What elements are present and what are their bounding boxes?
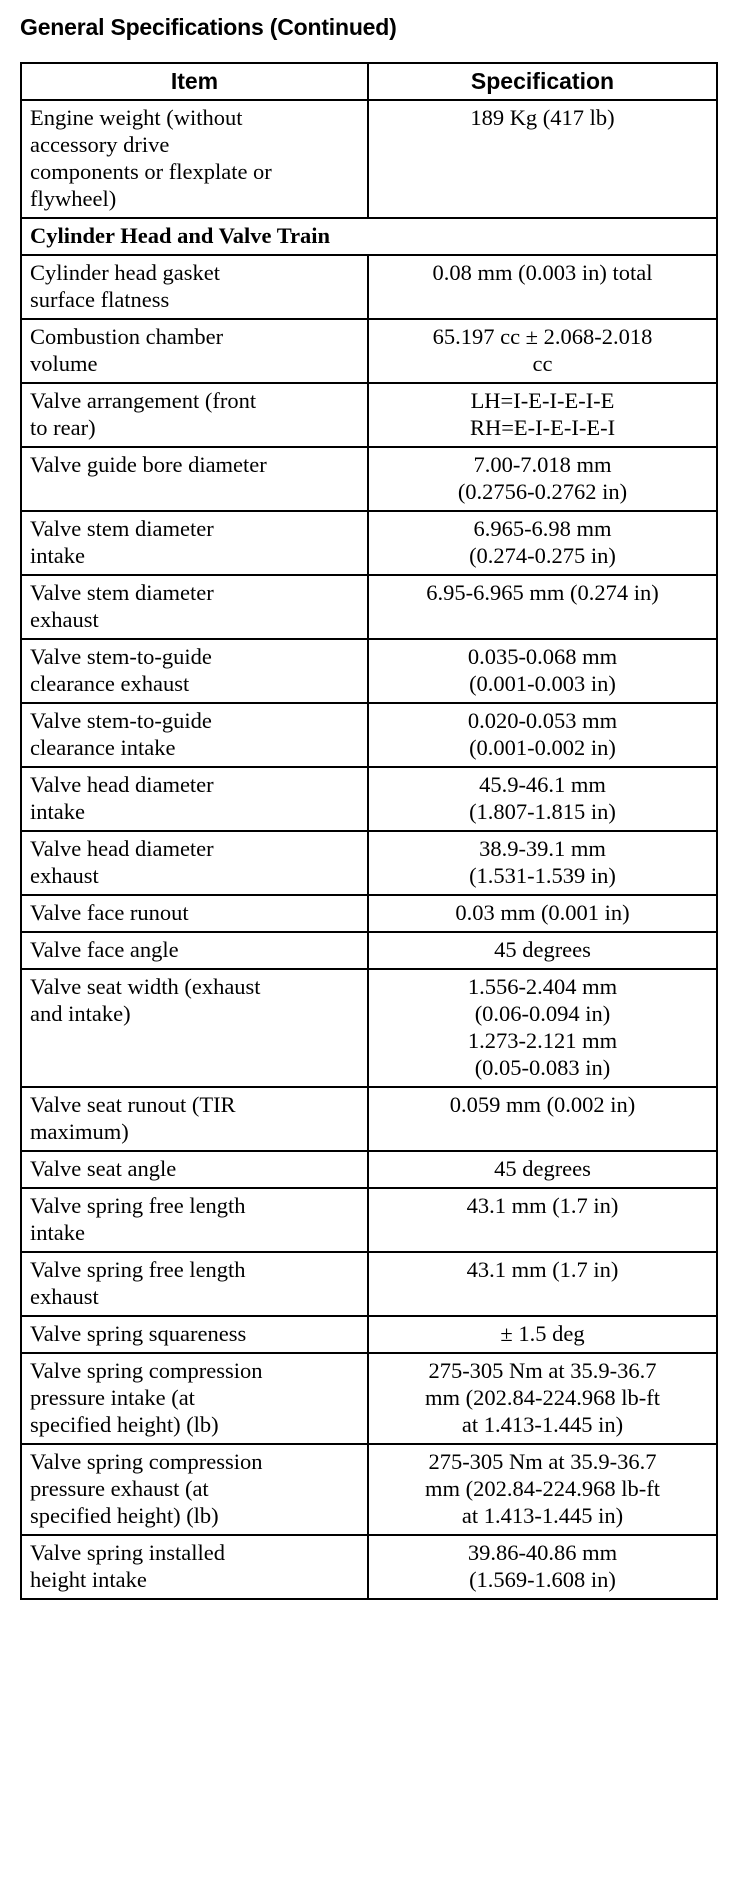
specification-text-line: ± 1.5 deg — [500, 1321, 585, 1346]
specification-text-line: RH=E-I-E-I-E-I — [469, 415, 616, 440]
item-text-line: Cylinder head gasket — [30, 260, 220, 285]
item-cell — [21, 575, 368, 639]
specifications-table — [20, 62, 718, 1600]
specification-cell — [368, 1535, 717, 1599]
specification-text-line: (1.569-1.608 in) — [469, 1567, 616, 1592]
specification-cell — [368, 932, 717, 969]
specification-text-line: 0.059 mm (0.002 in) — [449, 1092, 636, 1117]
specification-text-line: at 1.413-1.445 in) — [461, 1412, 624, 1437]
item-text-line: flywheel) — [30, 186, 117, 211]
specification-cell — [368, 511, 717, 575]
table-row — [21, 383, 717, 447]
item-text-line: clearance intake — [30, 735, 176, 760]
item-text-line: intake — [30, 543, 85, 568]
item-text-line: accessory drive — [30, 132, 170, 157]
item-cell — [21, 1444, 368, 1535]
specification-cell — [368, 969, 717, 1087]
specification-cell — [368, 1087, 717, 1151]
specification-text-line: 39.86-40.86 mm — [467, 1540, 618, 1565]
item-text-line: Combustion chamber — [30, 324, 224, 349]
item-text-line: Valve seat angle — [30, 1156, 177, 1181]
specification-text-line: (0.001-0.002 in) — [469, 735, 616, 760]
table-row — [21, 447, 717, 511]
table-row — [21, 100, 717, 218]
item-text-line: Valve spring free length — [30, 1193, 246, 1218]
specification-text-line: 0.020-0.053 mm — [467, 708, 618, 733]
specification-text-line: 43.1 mm (1.7 in) — [466, 1257, 619, 1282]
table-row — [21, 767, 717, 831]
specification-text-line: (0.274-0.275 in) — [469, 543, 616, 568]
specification-text-line: mm (202.84-224.968 lb-ft — [425, 1476, 660, 1501]
table-row — [21, 511, 717, 575]
item-text-line: Valve spring compression — [30, 1449, 263, 1474]
table-body — [21, 100, 717, 1599]
item-text-line: and intake) — [30, 1001, 131, 1026]
item-text-line: intake — [30, 1220, 85, 1245]
table-row — [21, 969, 717, 1087]
specification-text-line: 38.9-39.1 mm — [479, 836, 606, 861]
item-text-line: Valve arrangement (front — [30, 388, 257, 413]
item-cell — [21, 319, 368, 383]
item-cell — [21, 831, 368, 895]
item-text-line: exhaust — [30, 1284, 99, 1309]
item-text-line: Engine weight (without — [30, 105, 243, 130]
item-cell — [21, 1353, 368, 1444]
table-row — [21, 1316, 717, 1353]
specification-cell — [368, 1316, 717, 1353]
item-text-line: Valve guide bore diameter — [30, 452, 267, 477]
item-cell — [21, 255, 368, 319]
specification-text-line: LH=I-E-I-E-I-E — [470, 388, 615, 413]
item-cell — [21, 932, 368, 969]
table-row — [21, 255, 717, 319]
item-text-line: Valve seat runout (TIR — [30, 1092, 236, 1117]
column-header-item: Item — [21, 63, 368, 100]
specification-text-line: 7.00-7.018 mm — [473, 452, 612, 477]
item-text-line: maximum) — [30, 1119, 129, 1144]
table-row — [21, 932, 717, 969]
specification-cell — [368, 831, 717, 895]
item-cell — [21, 639, 368, 703]
item-text-line: Valve face runout — [30, 900, 189, 925]
specification-text-line: (0.2756-0.2762 in) — [457, 479, 628, 504]
item-text-line: Valve head diameter — [30, 772, 214, 797]
table-row — [21, 1535, 717, 1599]
specification-text-line: 1.556-2.404 mm — [467, 974, 618, 999]
specification-cell — [368, 100, 717, 218]
table-row — [21, 1188, 717, 1252]
specification-cell — [368, 319, 717, 383]
item-text-line: components or flexplate or — [30, 159, 272, 184]
specification-text-line: 45 degrees — [494, 1156, 591, 1181]
specification-text-line: at 1.413-1.445 in) — [461, 1503, 624, 1528]
item-cell — [21, 1316, 368, 1353]
item-text-line: exhaust — [30, 863, 99, 888]
item-text-line: Valve head diameter — [30, 836, 214, 861]
specification-text-line: cc — [532, 351, 553, 376]
specification-cell — [368, 1188, 717, 1252]
item-cell — [21, 1252, 368, 1316]
item-text-line: height intake — [30, 1567, 147, 1592]
specification-text-line: 65.197 cc ± 2.068-2.018 — [432, 324, 653, 349]
specification-cell — [368, 1151, 717, 1188]
specification-cell — [368, 703, 717, 767]
item-text-line: specified height) (lb) — [30, 1412, 219, 1437]
section-title: Cylinder Head and Valve Train — [21, 218, 717, 255]
specification-text-line: 275-305 Nm at 35.9-36.7 — [428, 1449, 657, 1474]
item-text-line: Valve seat width (exhaust — [30, 974, 261, 999]
item-cell — [21, 1188, 368, 1252]
specification-text-line: 189 Kg (417 lb) — [470, 105, 615, 130]
item-cell — [21, 895, 368, 932]
item-text-line: Valve spring squareness — [30, 1321, 247, 1346]
item-text-line: Valve spring installed — [30, 1540, 225, 1565]
item-text-line: Valve face angle — [30, 937, 179, 962]
specification-text-line: 275-305 Nm at 35.9-36.7 — [428, 1358, 657, 1383]
specification-text-line: 43.1 mm (1.7 in) — [466, 1193, 619, 1218]
table-row — [21, 1151, 717, 1188]
table-row — [21, 703, 717, 767]
specification-text-line: 0.03 mm (0.001 in) — [455, 900, 630, 925]
specification-text-line: 45 degrees — [494, 937, 591, 962]
column-header-specification: Specification — [368, 63, 717, 100]
item-text-line: Valve spring free length — [30, 1257, 246, 1282]
specification-cell — [368, 767, 717, 831]
specification-text-line: (1.807-1.815 in) — [469, 799, 616, 824]
item-cell — [21, 100, 368, 218]
item-text-line: Valve stem diameter — [30, 516, 214, 541]
item-text-line: Valve stem diameter — [30, 580, 214, 605]
specification-cell — [368, 895, 717, 932]
item-cell — [21, 383, 368, 447]
table-header-row — [21, 63, 717, 100]
item-cell — [21, 1087, 368, 1151]
table-row — [21, 639, 717, 703]
item-cell — [21, 1535, 368, 1599]
item-cell — [21, 511, 368, 575]
item-cell — [21, 969, 368, 1087]
item-cell — [21, 767, 368, 831]
item-text-line: surface flatness — [30, 287, 170, 312]
specification-cell — [368, 1444, 717, 1535]
item-text-line: intake — [30, 799, 85, 824]
specification-text-line: mm (202.84-224.968 lb-ft — [425, 1385, 660, 1410]
page-title: General Specifications (Continued) — [20, 14, 397, 40]
specification-cell — [368, 447, 717, 511]
specification-text-line: (1.531-1.539 in) — [469, 863, 616, 888]
item-text-line: pressure intake (at — [30, 1385, 195, 1410]
specification-text-line: 0.08 mm (0.003 in) total — [432, 260, 653, 285]
table-row — [21, 1444, 717, 1535]
specification-text-line: 1.273-2.121 mm — [467, 1028, 618, 1053]
item-text-line: pressure exhaust (at — [30, 1476, 209, 1501]
item-text-line: Valve stem-to-guide — [30, 644, 212, 669]
item-cell — [21, 447, 368, 511]
item-text-line: specified height) (lb) — [30, 1503, 219, 1528]
item-text-line: volume — [30, 351, 98, 376]
table-row — [21, 575, 717, 639]
item-cell — [21, 1151, 368, 1188]
specification-text-line: 45.9-46.1 mm — [479, 772, 606, 797]
specification-cell — [368, 1252, 717, 1316]
item-text-line: clearance exhaust — [30, 671, 190, 696]
specification-text-line: (0.001-0.003 in) — [469, 671, 616, 696]
table-row — [21, 1252, 717, 1316]
specification-cell — [368, 639, 717, 703]
table-row — [21, 895, 717, 932]
item-cell — [21, 703, 368, 767]
specification-text-line: (0.05-0.083 in) — [474, 1055, 611, 1080]
specification-text-line: 6.95-6.965 mm (0.274 in) — [426, 580, 659, 605]
item-text-line: Valve stem-to-guide — [30, 708, 212, 733]
item-text-line: Valve spring compression — [30, 1358, 263, 1383]
table-row — [21, 319, 717, 383]
item-text-line: to rear) — [30, 415, 96, 440]
specification-cell — [368, 255, 717, 319]
table-row — [21, 1087, 717, 1151]
specification-text-line: (0.06-0.094 in) — [474, 1001, 611, 1026]
table-row — [21, 831, 717, 895]
specification-cell — [368, 1353, 717, 1444]
table-row — [21, 1353, 717, 1444]
specification-text-line: 0.035-0.068 mm — [467, 644, 618, 669]
section-header-row — [21, 218, 717, 255]
specification-text-line: 6.965-6.98 mm — [473, 516, 612, 541]
item-text-line: exhaust — [30, 607, 99, 632]
specification-cell — [368, 383, 717, 447]
specification-cell — [368, 575, 717, 639]
